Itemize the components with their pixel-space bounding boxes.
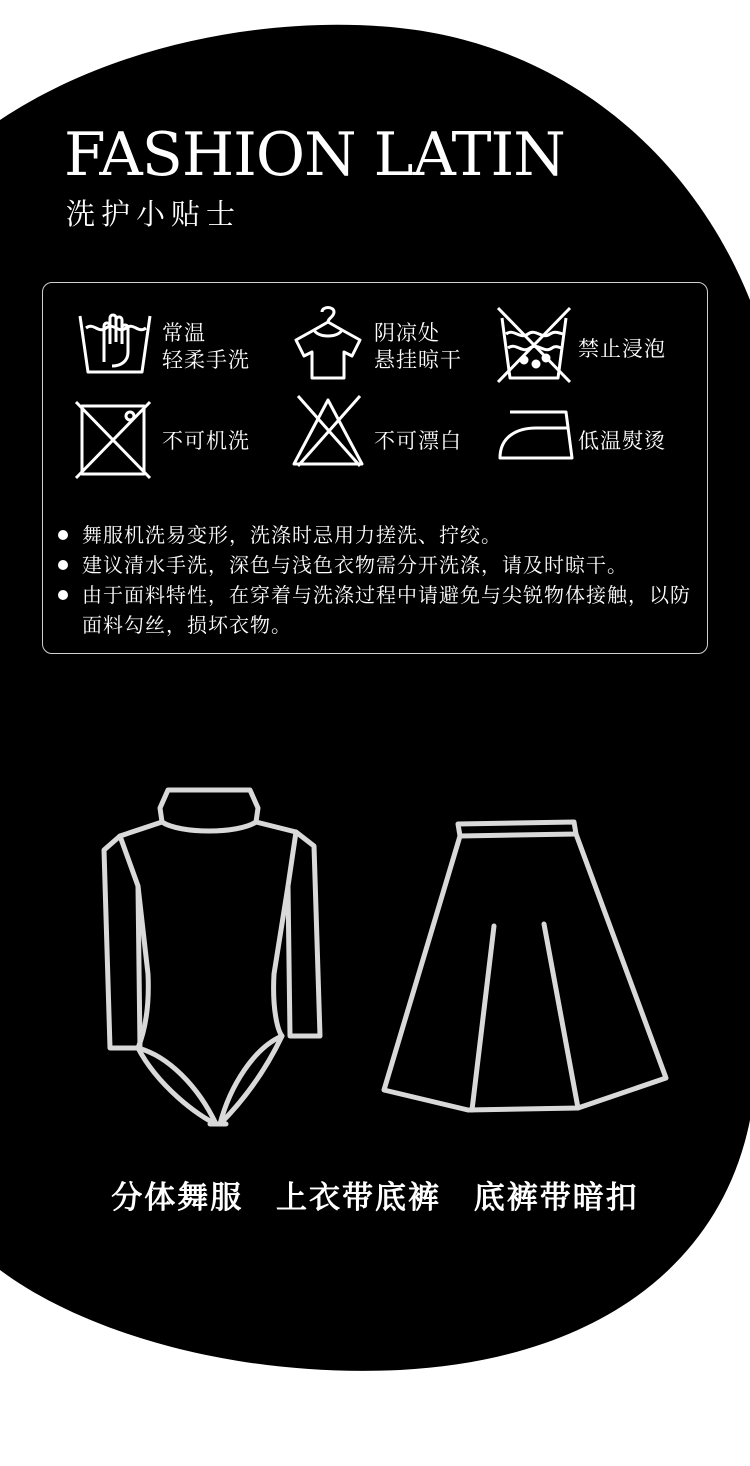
hang-dry-label: 阴凉处 悬挂晾干 <box>374 321 462 372</box>
no-machine-wash-icon <box>74 400 154 480</box>
no-soak-icon <box>494 304 574 384</box>
caption-top-with-brief: 上衣带底裤 <box>276 1180 441 1216</box>
garment-caption <box>0 1172 750 1217</box>
caption-brief-snap: 底裤带暗扣 <box>473 1180 639 1216</box>
tip-item: 建议清水手洗，深色与浅色衣物需分开洗涤，请及时晾干。 <box>58 550 708 580</box>
hand-wash-icon <box>76 310 154 378</box>
no-soak-label: 禁止浸泡 <box>578 337 666 361</box>
no-bleach-label: 不可漂白 <box>374 429 462 453</box>
no-machine-wash-label: 不可机洗 <box>162 429 250 453</box>
low-iron-icon <box>496 406 576 462</box>
hang-dry-icon <box>288 302 368 382</box>
care-tips-list <box>58 520 708 640</box>
page-subtitle: 洗护小贴士 <box>66 197 242 231</box>
no-bleach-icon <box>288 390 368 470</box>
brand-title: FASHION LATIN <box>64 120 565 190</box>
hand-wash-label: 常温 轻柔手洗 <box>162 321 250 372</box>
caption-separate-costume: 分体舞服 <box>111 1180 244 1216</box>
skirt-icon <box>378 818 672 1122</box>
tip-item: 由于面料特性，在穿着与洗涤过程中请避免与尖锐物体接触，以防面料勾丝，损坏衣物。 <box>58 580 708 640</box>
low-iron-label: 低温熨烫 <box>578 429 666 453</box>
tip-item: 舞服机洗易变形，洗涤时忌用力搓洗、拧绞。 <box>58 520 708 550</box>
bodysuit-icon <box>98 786 328 1135</box>
